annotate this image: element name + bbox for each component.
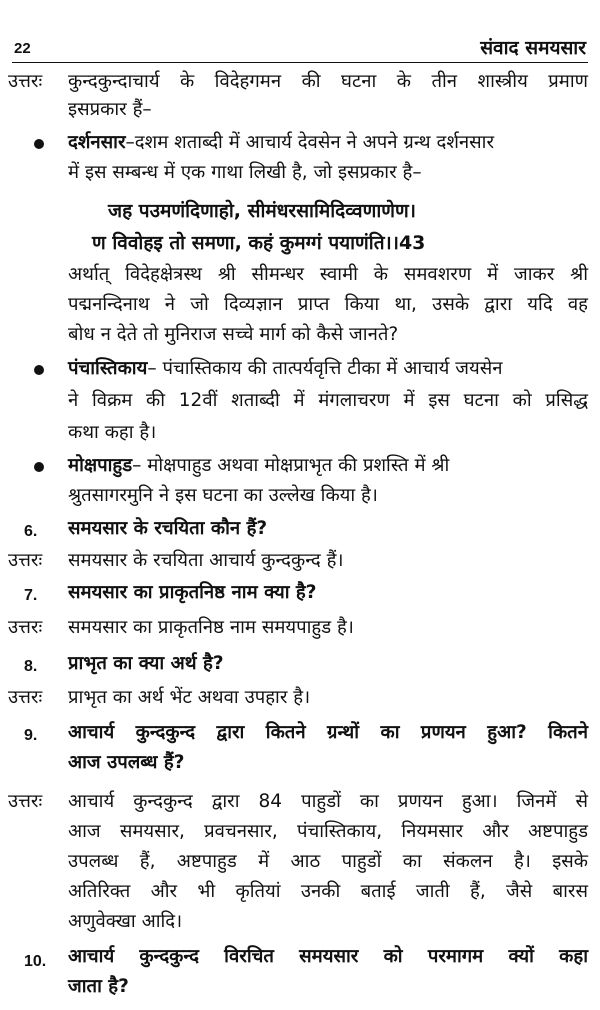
- text-line: प्राभृत का अर्थ भेंट अथवा उपहार है।: [68, 687, 311, 708]
- text-line: अर्थात् विदेहक्षेत्रस्थ श्री सीमन्धर स्वामी के समवशरण में जाकर श्री: [68, 264, 588, 285]
- bullet-dot: [34, 365, 44, 375]
- bullet-text: – पंचास्तिकाय की तात्पर्यवृत्ति टीका में आचार्य जयसेन: [147, 358, 503, 379]
- text-line: [68, 454, 449, 478]
- text-line: उपलब्ध हैं, अष्टपाहुड में आठ पाहुडों का संकलन है। इसके: [68, 851, 588, 872]
- answer-label: उत्तरः: [8, 617, 43, 638]
- text-line: ने विक्रम की 12वीं शताब्दी में मंगलाचरण में इस घटना को प्रसिद्ध: [68, 390, 588, 411]
- text-line: [68, 131, 494, 155]
- question-text: समयसार के रचयिता कौन हैं?: [68, 518, 268, 539]
- bullet-text: –दशम शताब्दी में आचार्य देवसेन ने अपने ग्रन्थ दर्शनसार: [125, 132, 495, 153]
- bullet-text: – मोक्षपाहुड अथवा मोक्षप्राभृत की प्रशस्ति में श्री: [132, 455, 450, 476]
- text-line: [68, 357, 503, 381]
- text-line: समयसार के रचयिता आचार्य कुन्दकुन्द हैं।: [68, 550, 344, 571]
- question-number: 9.: [24, 727, 38, 744]
- verse-line: ण विवोहइ तो समणा, कहं कुमग्गं पयाणंति।।43: [92, 232, 426, 254]
- question-number: 8.: [24, 658, 38, 675]
- text-line: आज समयसार, प्रवचनसार, पंचास्तिकाय, नियमसार और अष्टपाहुड: [68, 821, 588, 842]
- question-text: प्राभृत का क्या अर्थ है?: [68, 653, 224, 674]
- bullet-heading: पंचास्तिकाय: [68, 358, 148, 379]
- question-text: समयसार का प्राकृतनिष्ठ नाम क्या है?: [68, 582, 317, 603]
- question-text: जाता है?: [68, 976, 129, 997]
- answer-label: उत्तरः: [8, 791, 43, 812]
- question-text: आज उपलब्ध हैं?: [68, 752, 185, 773]
- answer-label: उत्तरः: [8, 550, 43, 571]
- bullet-dot: [34, 462, 44, 472]
- answer-label: उत्तरः: [8, 71, 43, 92]
- text-line: इसप्रकार हैं–: [68, 99, 152, 120]
- question-number: 6.: [24, 523, 38, 540]
- text-line: अणुवेक्खा आदि।: [68, 911, 183, 932]
- text-line: कुन्दकुन्दाचार्य के विदेहगमन की घटना के तीन शास्त्रीय प्रमाण: [68, 71, 588, 92]
- text-line: में इस सम्बन्ध में एक गाथा लिखी है, जो इसप्रकार है–: [68, 162, 422, 183]
- text-line: बोध न देते तो मुनिराज सच्चे मार्ग को कैसे जानते?: [68, 324, 399, 345]
- running-head: संवाद समयसार: [480, 37, 586, 59]
- answer-label: उत्तरः: [8, 687, 43, 708]
- question-number: 10.: [24, 953, 47, 970]
- text-line: समयसार का प्राकृतनिष्ठ नाम समयपाहुड है।: [68, 617, 354, 638]
- bullet-dot: [34, 139, 44, 149]
- text-line: कथा कहा है।: [68, 422, 157, 443]
- question-text: आचार्य कुन्दकुन्द विरचित समयसार को परमागम क्यों कहा: [68, 946, 588, 967]
- header-rule: [12, 62, 588, 63]
- text-line: पद्मनन्दिनाथ ने जो दिव्यज्ञान प्राप्त किया था, उसके द्वारा यदि वह: [68, 294, 588, 315]
- question-number: 7.: [24, 587, 38, 604]
- text-line: आचार्य कुन्दकुन्द द्वारा 84 पाहुडों का प्रणयन हुआ। जिनमें से: [68, 791, 588, 812]
- text-line: अतिरिक्त और भी कृतियां उनकी बताई जाती हैं, जैसे बारस: [68, 881, 588, 902]
- bullet-heading: दर्शनसार: [68, 132, 126, 153]
- question-text: आचार्य कुन्दकुन्द द्वारा कितने ग्रन्थों का प्रणयन हुआ? कितने: [68, 722, 588, 743]
- text-line: श्रुतसागरमुनि ने इस घटना का उल्लेख किया है।: [68, 485, 378, 506]
- page-number: 22: [14, 40, 31, 57]
- verse-line: जह पउमणंदिणाहो, सीमंधरसामिदिव्वणाणेण।: [108, 200, 416, 222]
- bullet-heading: मोक्षपाहुड: [68, 455, 133, 476]
